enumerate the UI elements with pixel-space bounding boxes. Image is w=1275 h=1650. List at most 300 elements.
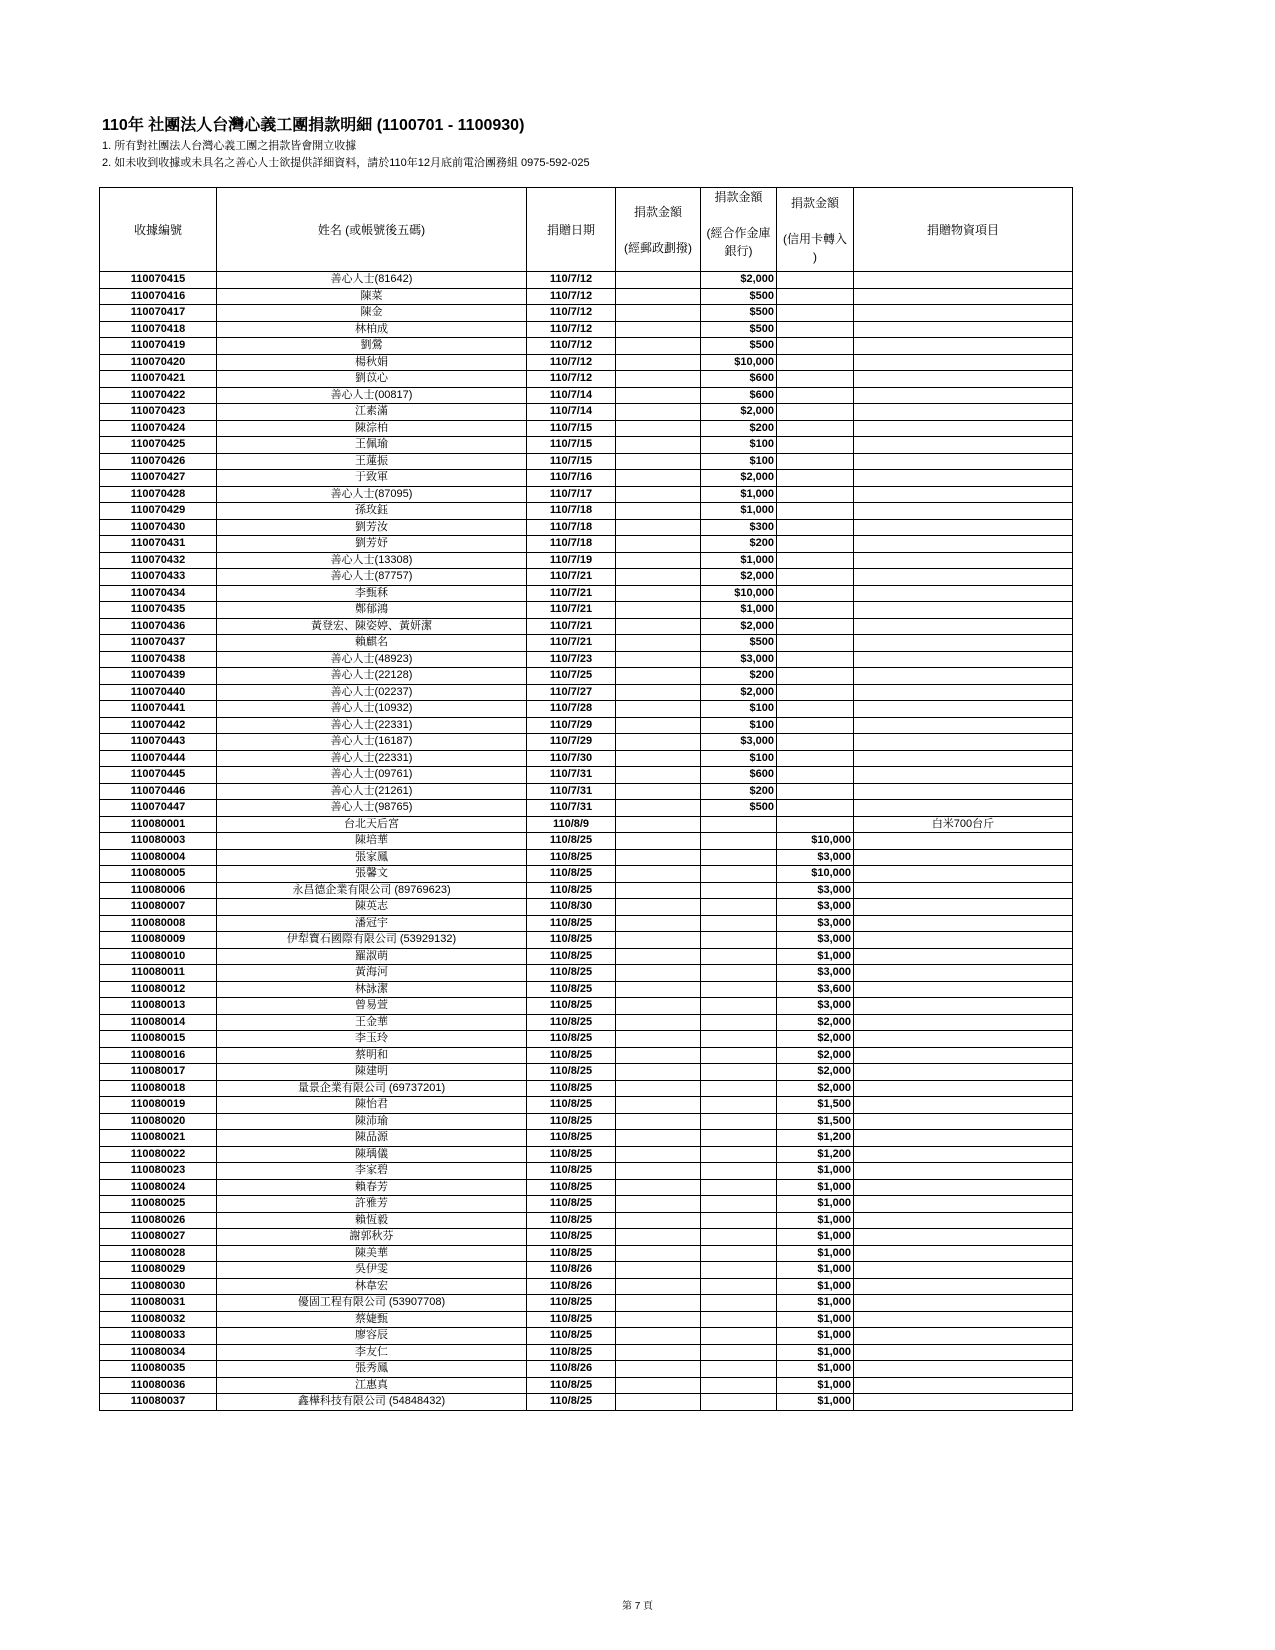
amount-bank-cell [701,882,777,899]
amount-bank-cell: $300 [701,519,777,536]
donor-name-cell: 江素滿 [217,404,527,421]
donor-name-cell: 鑫樺科技有限公司 (54848432) [217,1394,527,1411]
amount-bank-cell: $1,000 [701,602,777,619]
donation-date-cell: 110/7/12 [527,272,616,289]
table-row [100,618,1073,635]
amount-postal-cell [616,1179,701,1196]
amount-postal-cell [616,1146,701,1163]
donated-items-cell [854,354,1073,371]
donation-date-cell: 110/8/25 [527,981,616,998]
donation-date-cell: 110/7/12 [527,354,616,371]
donation-date-cell: 110/8/9 [527,816,616,833]
amount-bank-cell: $2,000 [701,404,777,421]
donated-items-cell [854,684,1073,701]
amount-card-cell: $3,600 [777,981,854,998]
receipt-no-cell: 110080009 [100,932,217,949]
amount-postal-cell [616,585,701,602]
amount-bank-cell [701,1229,777,1246]
donated-items-cell [854,948,1073,965]
amount-card-cell: $3,000 [777,899,854,916]
donation-date-cell: 110/7/16 [527,470,616,487]
amount-postal-cell [616,899,701,916]
donor-name-cell: 伊犁寶石國際有限公司 (53929132) [217,932,527,949]
amount-card-cell [777,453,854,470]
donor-name-cell: 廖容辰 [217,1328,527,1345]
donation-date-cell: 110/7/15 [527,437,616,454]
amount-postal-cell [616,734,701,751]
amount-card-cell [777,734,854,751]
table-row [100,1394,1073,1411]
donation-date-cell: 110/7/29 [527,734,616,751]
receipt-no-cell: 110070427 [100,470,217,487]
document-title: 110年 社團法人台灣心義工團捐款明細 (1100701 - 1100930) [102,117,525,134]
table-row [100,1361,1073,1378]
receipt-no-cell: 110080016 [100,1047,217,1064]
table-row [100,651,1073,668]
receipt-no-cell: 110080007 [100,899,217,916]
donation-date-cell: 110/8/25 [527,1229,616,1246]
receipt-no-cell: 110080004 [100,849,217,866]
donated-items-cell [854,519,1073,536]
amount-bank-cell [701,1097,777,1114]
donor-name-cell: 蔡婕甄 [217,1311,527,1328]
receipt-no-cell: 110070439 [100,668,217,685]
amount-card-cell: $1,500 [777,1097,854,1114]
table-row [100,1064,1073,1081]
donated-items-cell [854,899,1073,916]
amount-postal-cell [616,783,701,800]
donor-name-cell: 王蓮振 [217,453,527,470]
amount-bank-cell [701,932,777,949]
note-receipt: 1. 所有對社團法人台灣心義工團之捐款皆會開立收據 [102,140,357,152]
amount-bank-cell: $500 [701,338,777,355]
amount-postal-cell [616,981,701,998]
table-row [100,272,1073,289]
table-row [100,1229,1073,1246]
table-row [100,1196,1073,1213]
donated-items-cell [854,470,1073,487]
amount-card-cell: $3,000 [777,932,854,949]
amount-postal-cell [616,618,701,635]
donor-name-cell: 善心人士(22331) [217,717,527,734]
table-row [100,1130,1073,1147]
amount-postal-cell [616,503,701,520]
donation-date-cell: 110/7/18 [527,536,616,553]
receipt-no-cell: 110070419 [100,338,217,355]
donated-items-cell [854,668,1073,685]
receipt-no-cell: 110080032 [100,1311,217,1328]
table-row [100,981,1073,998]
donated-items-cell [854,750,1073,767]
donation-date-cell: 110/7/30 [527,750,616,767]
amount-bank-cell [701,1047,777,1064]
donation-rows [100,272,1073,1411]
donation-date-cell: 110/7/31 [527,783,616,800]
amount-postal-cell [616,1080,701,1097]
donated-items-cell [854,932,1073,949]
receipt-no-cell: 110070434 [100,585,217,602]
donated-items-cell [854,618,1073,635]
donated-items-cell [854,503,1073,520]
amount-card-cell: $3,000 [777,849,854,866]
receipt-no-cell: 110070435 [100,602,217,619]
donor-name-cell: 鄭郁鴻 [217,602,527,619]
donated-items-cell [854,1262,1073,1279]
receipt-no-cell: 110070437 [100,635,217,652]
donation-date-cell: 110/7/31 [527,767,616,784]
donor-name-cell: 于致軍 [217,470,527,487]
receipt-no-cell: 110070433 [100,569,217,586]
amount-card-cell [777,750,854,767]
table-row [100,849,1073,866]
donation-date-cell: 110/8/25 [527,1245,616,1262]
table-row [100,750,1073,767]
donation-date-cell: 110/8/25 [527,998,616,1015]
amount-card-cell [777,371,854,388]
donated-items-cell [854,321,1073,338]
donated-items-cell [854,717,1073,734]
amount-bank-cell [701,1014,777,1031]
amount-card-cell [777,354,854,371]
donated-items-cell [854,437,1073,454]
note-contact: 2. 如未收到收據或未具名之善心人士欲提供詳細資料，請於110年12月底前電洽團務組 0975-592-025 [102,157,590,169]
amount-postal-cell [616,1130,701,1147]
amount-bank-cell [701,981,777,998]
amount-bank-cell: $600 [701,371,777,388]
amount-bank-cell: $10,000 [701,354,777,371]
table-row [100,767,1073,784]
amount-bank-cell: $100 [701,717,777,734]
receipt-no-cell: 110070443 [100,734,217,751]
donor-name-cell: 陳英志 [217,899,527,916]
donor-name-cell: 劉芳汝 [217,519,527,536]
amount-card-cell: $1,000 [777,1311,854,1328]
donation-date-cell: 110/8/25 [527,1344,616,1361]
table-row [100,1344,1073,1361]
donated-items-cell [854,915,1073,932]
amount-bank-cell: $2,000 [701,272,777,289]
amount-bank-cell [701,1394,777,1411]
table-row [100,338,1073,355]
receipt-no-cell: 110070446 [100,783,217,800]
donor-name-cell: 劉苡心 [217,371,527,388]
donated-items-cell [854,1361,1073,1378]
amount-card-cell [777,288,854,305]
amount-postal-cell [616,833,701,850]
table-row [100,717,1073,734]
amount-card-cell: $3,000 [777,965,854,982]
amount-bank-cell: $1,000 [701,503,777,520]
donated-items-cell [854,1328,1073,1345]
amount-postal-cell [616,932,701,949]
receipt-no-cell: 110080013 [100,998,217,1015]
donor-name-cell: 優固工程有限公司 (53907708) [217,1295,527,1312]
page-number: 第 7 頁 [621,1601,654,1612]
donation-date-cell: 110/7/12 [527,288,616,305]
donated-items-cell [854,338,1073,355]
amount-card-cell [777,783,854,800]
amount-card-cell [777,536,854,553]
amount-postal-cell [616,816,701,833]
donated-items-cell [854,1047,1073,1064]
donated-items-cell: 白米700台斤 [854,816,1073,833]
donor-name-cell: 楊秋娟 [217,354,527,371]
amount-card-cell: $1,000 [777,1394,854,1411]
amount-card-cell: $1,200 [777,1130,854,1147]
amount-postal-cell [616,882,701,899]
donated-items-cell [854,387,1073,404]
donation-date-cell: 110/8/25 [527,1064,616,1081]
amount-card-cell [777,338,854,355]
donation-date-cell: 110/7/21 [527,618,616,635]
amount-postal-cell [616,1014,701,1031]
donation-date-cell: 110/7/18 [527,519,616,536]
table-row [100,569,1073,586]
header-amount-bank: 捐款金額 (經合作金庫 銀行) [701,188,777,272]
receipt-no-cell: 110080030 [100,1278,217,1295]
donation-date-cell: 110/7/31 [527,800,616,817]
donor-name-cell: 陳建明 [217,1064,527,1081]
donated-items-cell [854,1080,1073,1097]
receipt-no-cell: 110070417 [100,305,217,322]
table-row [100,305,1073,322]
donation-date-cell: 110/8/25 [527,882,616,899]
amount-postal-cell [616,552,701,569]
amount-card-cell [777,800,854,817]
receipt-no-cell: 110080025 [100,1196,217,1213]
amount-postal-cell [616,767,701,784]
receipt-no-cell: 110070445 [100,767,217,784]
donated-items-cell [854,288,1073,305]
donated-items-cell [854,998,1073,1015]
table-row [100,1080,1073,1097]
receipt-no-cell: 110070422 [100,387,217,404]
receipt-no-cell: 110080001 [100,816,217,833]
table-row [100,1179,1073,1196]
donor-name-cell: 陳瑀儀 [217,1146,527,1163]
donation-date-cell: 110/8/25 [527,1163,616,1180]
donated-items-cell [854,585,1073,602]
donated-items-cell [854,1394,1073,1411]
donor-name-cell: 善心人士(48923) [217,651,527,668]
donor-name-cell: 善心人士(16187) [217,734,527,751]
receipt-no-cell: 110070428 [100,486,217,503]
donor-name-cell: 李甄秝 [217,585,527,602]
donor-name-cell: 量景企業有限公司 (69737201) [217,1080,527,1097]
donated-items-cell [854,1377,1073,1394]
donation-date-cell: 110/7/25 [527,668,616,685]
amount-bank-cell [701,1179,777,1196]
donated-items-cell [854,453,1073,470]
donation-date-cell: 110/7/21 [527,585,616,602]
table-row [100,932,1073,949]
amount-card-cell [777,569,854,586]
receipt-no-cell: 110080012 [100,981,217,998]
amount-card-cell: $1,000 [777,1196,854,1213]
donor-name-cell: 善心人士(13308) [217,552,527,569]
amount-bank-cell: $100 [701,437,777,454]
amount-card-cell [777,470,854,487]
table-row [100,948,1073,965]
amount-card-cell [777,321,854,338]
donated-items-cell [854,404,1073,421]
amount-postal-cell [616,1377,701,1394]
donated-items-cell [854,800,1073,817]
table-row [100,1278,1073,1295]
amount-bank-cell: $1,000 [701,552,777,569]
table-row [100,783,1073,800]
donor-name-cell: 江惠真 [217,1377,527,1394]
donated-items-cell [854,1245,1073,1262]
table-row [100,734,1073,751]
donor-name-cell: 善心人士(87757) [217,569,527,586]
table-row [100,420,1073,437]
donation-date-cell: 110/8/25 [527,1295,616,1312]
donor-name-cell: 張家鳳 [217,849,527,866]
receipt-no-cell: 110080037 [100,1394,217,1411]
donated-items-cell [854,552,1073,569]
table-row [100,453,1073,470]
amount-postal-cell [616,272,701,289]
donated-items-cell [854,272,1073,289]
donor-name-cell: 善心人士(21261) [217,783,527,800]
donation-date-cell: 110/8/25 [527,1328,616,1345]
table-row [100,1295,1073,1312]
amount-bank-cell: $500 [701,288,777,305]
donor-name-cell: 林柏成 [217,321,527,338]
table-row [100,998,1073,1015]
table-row [100,387,1073,404]
table-row [100,1262,1073,1279]
receipt-no-cell: 110070436 [100,618,217,635]
donor-name-cell: 善心人士(10932) [217,701,527,718]
donor-name-cell: 陳品源 [217,1130,527,1147]
donation-date-cell: 110/7/27 [527,684,616,701]
donated-items-cell [854,965,1073,982]
donation-date-cell: 110/8/25 [527,1014,616,1031]
amount-card-cell: $1,000 [777,1229,854,1246]
donor-name-cell: 林韋宏 [217,1278,527,1295]
amount-postal-cell [616,866,701,883]
donor-name-cell: 善心人士(87095) [217,486,527,503]
amount-card-cell [777,272,854,289]
donor-name-cell: 吳伊雯 [217,1262,527,1279]
donation-date-cell: 110/8/25 [527,948,616,965]
donated-items-cell [854,1064,1073,1081]
receipt-no-cell: 110080036 [100,1377,217,1394]
receipt-no-cell: 110070442 [100,717,217,734]
amount-bank-cell: $600 [701,387,777,404]
donor-name-cell: 善心人士(22128) [217,668,527,685]
table-row [100,1377,1073,1394]
table-row [100,899,1073,916]
amount-postal-cell [616,1113,701,1130]
receipt-no-cell: 110080011 [100,965,217,982]
amount-postal-cell [616,569,701,586]
header-row [100,188,1073,272]
amount-bank-cell [701,1328,777,1345]
table-row [100,354,1073,371]
amount-bank-cell: $200 [701,783,777,800]
table-row [100,1014,1073,1031]
header-items: 捐贈物資項目 [854,188,1073,272]
receipt-no-cell: 110070440 [100,684,217,701]
table-row [100,1047,1073,1064]
amount-card-cell [777,585,854,602]
amount-postal-cell [616,1031,701,1048]
amount-postal-cell [616,1196,701,1213]
receipt-no-cell: 110070415 [100,272,217,289]
donation-date-cell: 110/8/25 [527,849,616,866]
amount-card-cell: $3,000 [777,882,854,899]
header-amount-postal: 捐款金額 (經郵政劃撥) [616,188,701,272]
receipt-no-cell: 110070429 [100,503,217,520]
donated-items-cell [854,371,1073,388]
amount-bank-cell [701,1278,777,1295]
amount-bank-cell: $200 [701,668,777,685]
receipt-no-cell: 110070421 [100,371,217,388]
amount-bank-cell [701,915,777,932]
table-row [100,915,1073,932]
donor-name-cell: 永昌德企業有限公司 (89769623) [217,882,527,899]
amount-card-cell [777,420,854,437]
receipt-no-cell: 110070430 [100,519,217,536]
amount-card-cell: $1,000 [777,1361,854,1378]
amount-postal-cell [616,470,701,487]
amount-card-cell: $1,000 [777,1212,854,1229]
table-row [100,701,1073,718]
amount-bank-cell: $2,000 [701,684,777,701]
donor-name-cell: 賴麒名 [217,635,527,652]
amount-bank-cell [701,1212,777,1229]
receipt-no-cell: 110070431 [100,536,217,553]
amount-bank-cell: $600 [701,767,777,784]
donated-items-cell [854,1014,1073,1031]
amount-bank-cell [701,1064,777,1081]
amount-bank-cell [701,866,777,883]
donation-date-cell: 110/8/25 [527,1146,616,1163]
amount-bank-cell: $10,000 [701,585,777,602]
amount-postal-cell [616,1278,701,1295]
donated-items-cell [854,536,1073,553]
table-row [100,684,1073,701]
donor-name-cell: 蔡明和 [217,1047,527,1064]
receipt-no-cell: 110070416 [100,288,217,305]
receipt-no-cell: 110070438 [100,651,217,668]
table-row [100,503,1073,520]
donated-items-cell [854,1229,1073,1246]
amount-bank-cell: $100 [701,750,777,767]
amount-bank-cell: $2,000 [701,569,777,586]
amount-postal-cell [616,635,701,652]
donor-name-cell: 林詠潔 [217,981,527,998]
amount-postal-cell [616,1262,701,1279]
amount-bank-cell: $100 [701,701,777,718]
donor-name-cell: 曾易萱 [217,998,527,1015]
donor-name-cell: 陳培華 [217,833,527,850]
receipt-no-cell: 110070447 [100,800,217,817]
amount-bank-cell: $500 [701,305,777,322]
receipt-no-cell: 110070441 [100,701,217,718]
table-row [100,1245,1073,1262]
donation-date-cell: 110/8/25 [527,915,616,932]
amount-bank-cell [701,1130,777,1147]
donation-date-cell: 110/8/25 [527,1212,616,1229]
table-row [100,1311,1073,1328]
amount-postal-cell [616,800,701,817]
table-row [100,816,1073,833]
amount-postal-cell [616,1311,701,1328]
